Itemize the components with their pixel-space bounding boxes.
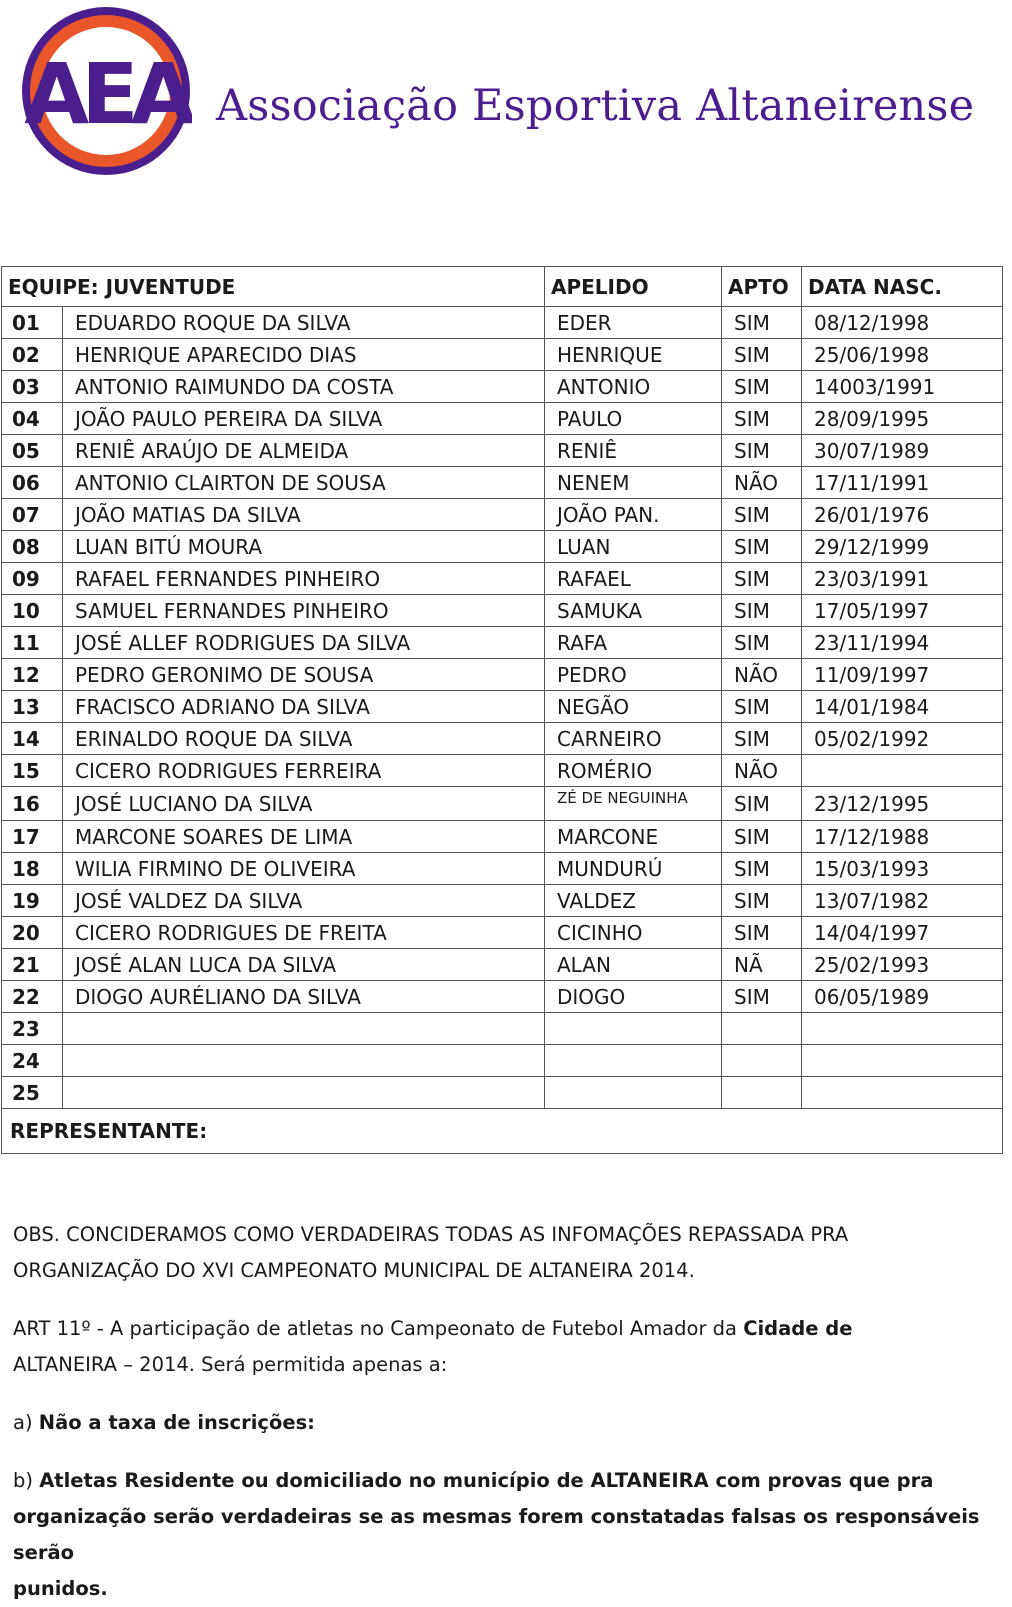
player-name: FRACISCO ADRIANO DA SILVA [63,691,545,723]
item-b-prefix: b) [13,1469,40,1492]
table-row [2,659,1003,691]
table-row [2,1077,1003,1109]
player-birthdate [802,755,1003,787]
player-birthdate: 23/11/1994 [802,627,1003,659]
player-number: 21 [2,949,63,981]
player-apto: SIM [722,371,802,403]
table-row [2,949,1003,981]
player-nickname: LUAN [545,531,722,563]
item-b-line-2: organização serão verdadeiras se as mesmas forem constatadas falsas os responsáveis serão [13,1505,980,1564]
player-birthdate: 17/05/1997 [802,595,1003,627]
player-apto: SIM [722,787,802,821]
team-label: EQUIPE: JUVENTUDE [2,267,545,307]
player-apto: SIM [722,531,802,563]
player-number: 17 [2,821,63,853]
player-name: HENRIQUE APARECIDO DIAS [63,339,545,371]
item-a-prefix: a) [13,1411,39,1434]
player-birthdate: 25/02/1993 [802,949,1003,981]
player-apto: SIM [722,595,802,627]
player-nickname: NENEM [545,467,722,499]
player-birthdate: 06/05/1989 [802,981,1003,1013]
roster-body [2,267,1003,1154]
table-row [2,371,1003,403]
article-paragraph [13,1311,998,1383]
player-birthdate: 05/02/1992 [802,723,1003,755]
representative-row [2,1109,1003,1154]
player-name: JOÃO PAULO PEREIRA DA SILVA [63,403,545,435]
roster-header-row [2,267,1003,307]
player-apto: SIM [722,627,802,659]
obs-line-2: ORGANIZAÇÃO DO XVI CAMPEONATO MUNICIPAL DE ALTANEIRA 2014. [13,1259,695,1282]
player-number: 05 [2,435,63,467]
player-birthdate [802,1077,1003,1109]
article-bold-text: Cidade de [743,1317,853,1340]
item-a [13,1405,998,1441]
table-row [2,821,1003,853]
table-row [2,339,1003,371]
player-apto: SIM [722,691,802,723]
table-row [2,499,1003,531]
player-apto: SIM [722,723,802,755]
player-nickname: MUNDURÚ [545,853,722,885]
player-nickname [545,1013,722,1045]
player-name [63,1013,545,1045]
player-name: ANTONIO RAIMUNDO DA COSTA [63,371,545,403]
player-name: LUAN BITÚ MOURA [63,531,545,563]
player-name: ERINALDO ROQUE DA SILVA [63,723,545,755]
player-birthdate: 26/01/1976 [802,499,1003,531]
player-birthdate: 08/12/1998 [802,307,1003,339]
table-row [2,981,1003,1013]
item-a-text: Não a taxa de inscrições: [38,1411,315,1434]
player-birthdate: 29/12/1999 [802,531,1003,563]
player-name: SAMUEL FERNANDES PINHEIRO [63,595,545,627]
player-apto: NÃO [722,755,802,787]
item-b [13,1463,998,1607]
player-nickname: CICINHO [545,917,722,949]
player-birthdate: 14/01/1984 [802,691,1003,723]
player-birthdate: 11/09/1997 [802,659,1003,691]
player-number: 02 [2,339,63,371]
player-name: PEDRO GERONIMO DE SOUSA [63,659,545,691]
player-nickname: RAFAEL [545,563,722,595]
player-name: EDUARDO ROQUE DA SILVA [63,307,545,339]
player-birthdate: 14003/1991 [802,371,1003,403]
table-row [2,1013,1003,1045]
article-text-2: ALTANEIRA – 2014. Será permitida apenas a: [13,1353,448,1376]
player-name: JOÃO MATIAS DA SILVA [63,499,545,531]
player-name: ANTONIO CLAIRTON DE SOUSA [63,467,545,499]
player-nickname: PEDRO [545,659,722,691]
obs-line-1: OBS. CONCIDERAMOS COMO VERDADEIRAS TODAS AS INFOMAÇÕES REPASSADA PRA [13,1223,849,1246]
table-row [2,755,1003,787]
player-apto [722,1077,802,1109]
table-row [2,403,1003,435]
player-birthdate: 17/12/1988 [802,821,1003,853]
player-name: RENIÊ ARAÚJO DE ALMEIDA [63,435,545,467]
player-nickname: ALAN [545,949,722,981]
player-birthdate [802,1013,1003,1045]
player-name: CICERO RODRIGUES FERREIRA [63,755,545,787]
player-apto [722,1045,802,1077]
player-apto: NÃO [722,467,802,499]
organization-name: Associação Esportiva Altaneirense [216,81,975,131]
table-row [2,595,1003,627]
player-number: 16 [2,787,63,821]
item-b-line-1: Atletas Residente ou domiciliado no município de ALTANEIRA com provas que pra [39,1469,934,1492]
player-nickname: JOÃO PAN. [545,499,722,531]
article-text-1: ART 11º - A participação de atletas no Campeonato de Futebol Amador da [13,1317,744,1340]
player-number: 14 [2,723,63,755]
player-name: WILIA FIRMINO DE OLIVEIRA [63,853,545,885]
logo-text: AEA [24,45,188,143]
player-number: 04 [2,403,63,435]
player-apto: SIM [722,403,802,435]
player-birthdate: 28/09/1995 [802,403,1003,435]
player-apto: SIM [722,435,802,467]
player-number: 15 [2,755,63,787]
player-apto: SIM [722,853,802,885]
player-nickname: CARNEIRO [545,723,722,755]
player-nickname: HENRIQUE [545,339,722,371]
table-row [2,435,1003,467]
player-apto [722,1013,802,1045]
player-nickname: DIOGO [545,981,722,1013]
player-apto: NÃ [722,949,802,981]
player-number: 03 [2,371,63,403]
player-apto: SIM [722,917,802,949]
player-nickname [545,1077,722,1109]
player-nickname: SAMUKA [545,595,722,627]
player-apto: NÃO [722,659,802,691]
player-name [63,1045,545,1077]
player-number: 22 [2,981,63,1013]
player-birthdate: 25/06/1998 [802,339,1003,371]
table-row [2,691,1003,723]
player-name: JOSÉ VALDEZ DA SILVA [63,885,545,917]
player-apto: SIM [722,499,802,531]
player-number: 07 [2,499,63,531]
table-row [2,853,1003,885]
player-number: 08 [2,531,63,563]
player-number: 06 [2,467,63,499]
player-number: 23 [2,1013,63,1045]
player-nickname: MARCONE [545,821,722,853]
obs-paragraph [13,1217,998,1289]
player-nickname: PAULO [545,403,722,435]
player-number: 12 [2,659,63,691]
dob-header: DATA NASC. [802,267,1003,307]
table-row [2,885,1003,917]
table-row [2,563,1003,595]
player-apto: SIM [722,981,802,1013]
player-birthdate: 17/11/1991 [802,467,1003,499]
player-apto: SIM [722,307,802,339]
table-row [2,1045,1003,1077]
player-apto: SIM [722,563,802,595]
player-nickname: VALDEZ [545,885,722,917]
player-nickname: NEGÃO [545,691,722,723]
player-number: 25 [2,1077,63,1109]
player-number: 19 [2,885,63,917]
player-number: 11 [2,627,63,659]
table-row [2,917,1003,949]
table-row [2,627,1003,659]
player-number: 10 [2,595,63,627]
player-nickname: RENIÊ [545,435,722,467]
representative-label: REPRESENTANTE: [2,1109,1003,1154]
player-number: 20 [2,917,63,949]
player-nickname: EDER [545,307,722,339]
player-name: JOSÉ ALAN LUCA DA SILVA [63,949,545,981]
player-name: MARCONE SOARES DE LIMA [63,821,545,853]
table-row [2,723,1003,755]
apto-header: APTO [722,267,802,307]
player-name [63,1077,545,1109]
table-row [2,467,1003,499]
table-row [2,531,1003,563]
player-number: 09 [2,563,63,595]
player-name: JOSÉ LUCIANO DA SILVA [63,787,545,821]
player-number: 01 [2,307,63,339]
roster-table [1,266,1003,1154]
table-row [2,787,1003,821]
player-birthdate: 23/03/1991 [802,563,1003,595]
aea-logo [20,5,192,177]
player-nickname: ZÉ DE NEGUINHA [545,787,722,821]
player-name: RAFAEL FERNANDES PINHEIRO [63,563,545,595]
player-apto: SIM [722,885,802,917]
player-birthdate: 13/07/1982 [802,885,1003,917]
player-birthdate [802,1045,1003,1077]
player-birthdate: 15/03/1993 [802,853,1003,885]
player-apto: SIM [722,339,802,371]
player-name: DIOGO AURÉLIANO DA SILVA [63,981,545,1013]
player-number: 24 [2,1045,63,1077]
player-birthdate: 14/04/1997 [802,917,1003,949]
player-birthdate: 23/12/1995 [802,787,1003,821]
player-birthdate: 30/07/1989 [802,435,1003,467]
player-name: JOSÉ ALLEF RODRIGUES DA SILVA [63,627,545,659]
nickname-header: APELIDO [545,267,722,307]
player-nickname: ROMÉRIO [545,755,722,787]
player-nickname: ANTONIO [545,371,722,403]
player-number: 13 [2,691,63,723]
player-name: CICERO RODRIGUES DE FREITA [63,917,545,949]
notes-section [13,1217,998,1607]
table-row [2,307,1003,339]
player-nickname: RAFA [545,627,722,659]
player-nickname [545,1045,722,1077]
item-b-line-3: punidos. [13,1577,108,1600]
player-number: 18 [2,853,63,885]
player-apto: SIM [722,821,802,853]
header [20,5,1000,175]
